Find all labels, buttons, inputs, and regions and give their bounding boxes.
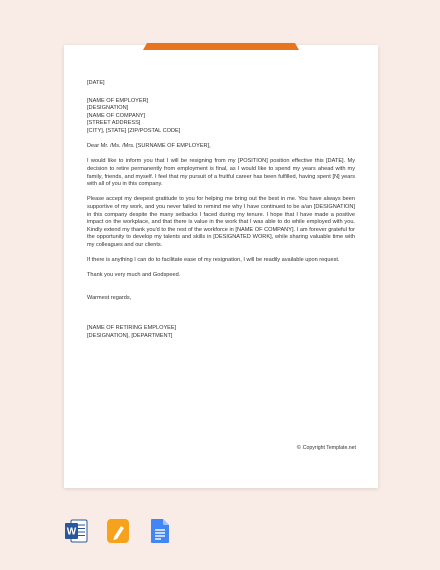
address-line: [NAME OF EMPLOYER] [87,97,149,104]
document-page [64,45,378,488]
address-line: [DESIGNATION] [87,105,129,112]
letter-body [87,80,355,341]
salutation: Dear Mr. /Ms. /Mrs. [SURNAME OF EMPLOYER], [87,143,211,150]
app-icons-row [64,518,172,544]
accent-tab [143,43,299,50]
google-docs-icon[interactable] [148,518,172,544]
signature-name: [NAME OF RETIRING EMPLOYEE] [87,325,177,332]
paragraph: I would like to inform you that I will be resigning from my [POSITION] position effective this [DATE]. My decision to retire permanently from employment is final, as I would like to spend my years ahead with my family, friends, and myself. I feel that my pursuit of a fruitful career has been fulfilled, having spent [N] years with all of you in this company. [87,158,355,188]
copyright-notice [297,445,356,451]
copyright-text: Copyright Template.net [302,445,356,451]
recipient-address [87,98,355,136]
address-line: [STREET ADDRESS] [87,120,141,127]
signature-title: [DESIGNATION], [DEPARTMENT] [87,333,173,339]
letter-date: [DATE] [87,80,105,86]
word-icon[interactable] [64,518,88,544]
address-line: [CITY], [STATE] [ZIP/POSTAL CODE] [87,127,181,134]
paragraph: If there is anything I can do to facilitate ease of my resignation, I will be readily available upon request. [87,257,340,264]
closing: Warmest regards, [87,295,132,302]
address-line: [NAME OF COMPANY] [87,112,146,119]
paragraph: Please accept my deepest gratitude to you for helping me bring out the best in me. You have always been supportive of my work, and you never failed to remind me why I have continued to be a/an [DESIGNATION] in this company despite the many setbacks I faced during my tenure. I hope that I have made a positive impact on the workplace, and that there is value in the work that I was able to do while employed with you. Kindly extend my thank you'd to the rest of the workforce in [NAME OF COMPANY]. I am forever grateful for the opportunity to develop my talents and skills in [DESIGNATED WORK], while sharing valuable time with my colleagues and our clients. [87,196,355,248]
word-letter: W [66,526,77,538]
copyright-icon: © [296,445,301,451]
pages-icon[interactable] [106,518,130,544]
paragraph: Thank you very much and Godspeed. [87,272,181,279]
